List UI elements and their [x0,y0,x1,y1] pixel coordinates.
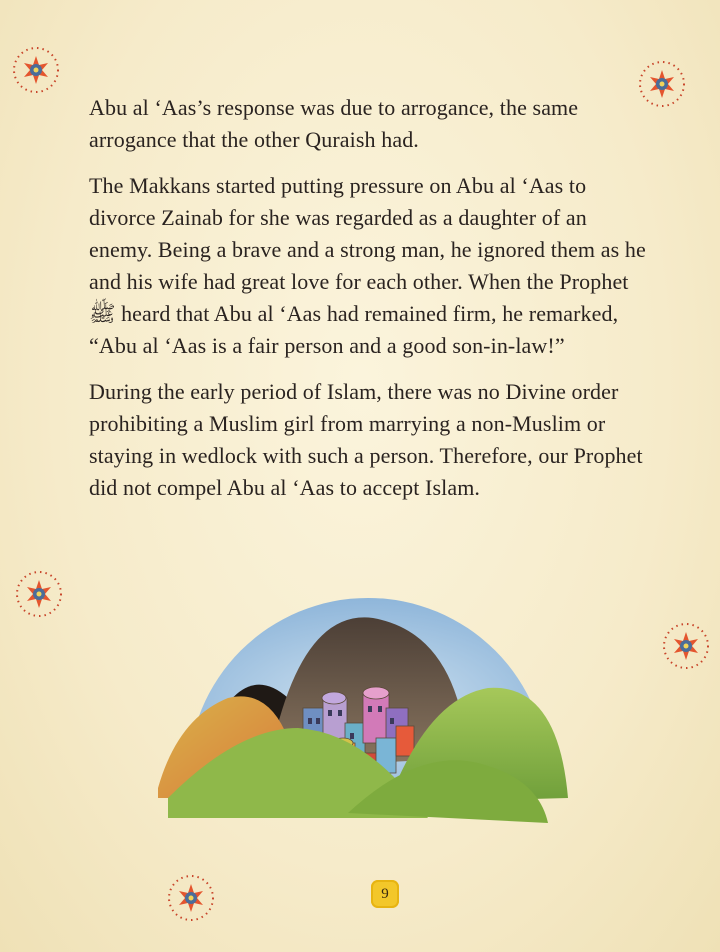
star-ornament-icon [13,568,65,620]
star-ornament-icon [165,872,217,924]
page-number: 9 [371,880,399,908]
body-text [89,92,649,518]
paragraph: During the early period of Islam, there was no Divine order prohibiting a Muslim girl from marrying a non-Muslim or staying in wedlock with such a person. Therefore, our Prophet did not compel Abu al ‘Aas to accept Islam. [89,379,643,500]
star-ornament-icon [660,620,712,672]
hillside-town-illustration [138,548,588,848]
paragraph: The Makkans started putting pressure on Abu al ‘Aas to divorce Zainab for she was regarded as a daughter of an enemy. Being a brave and a strong man, he ignored them as he and his wife had great love for each other. When the Prophet ﷺ heard that Abu al ‘Aas had remained firm, he remarked, “Abu al ‘Aas is a fair person and a good son-in-law!” [89,173,646,358]
paragraph: Abu al ‘Aas’s response was due to arrogance, the same arrogance that the other Quraish had. [89,95,579,152]
star-ornament-icon [10,44,62,96]
